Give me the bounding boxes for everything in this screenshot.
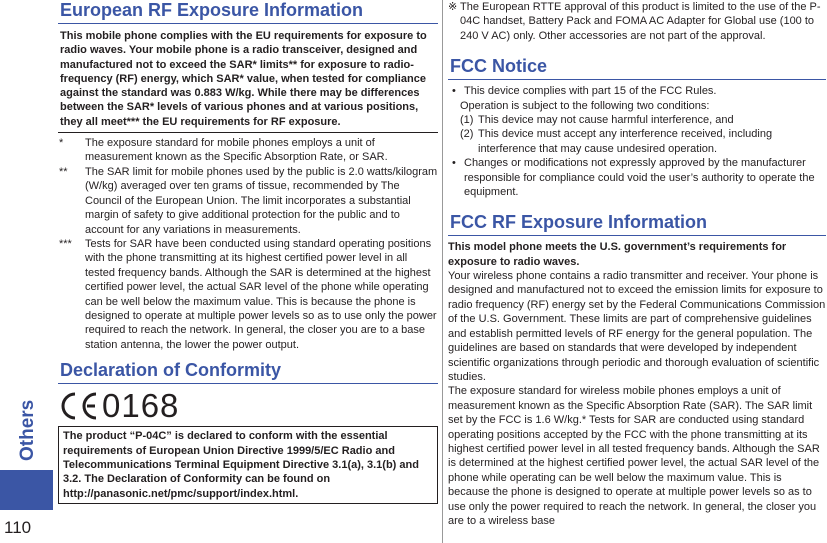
- sar-notes: [58, 136, 438, 352]
- note-item: [58, 136, 438, 165]
- section-color-bar: [0, 470, 53, 510]
- note-text: The exposure standard for mobile phones employs a unit of measurement known as the Specific Absorption Rate, or SAR.: [85, 137, 388, 164]
- rf-paragraph: Your wireless phone contains a radio transmitter and receiver. Your phone is designed and manufactured not to exceed the emission limits for exposure to radio frequency (RF) energy set by the Federal Communications Commission of the U.S. Government. These limits are part of comprehensive guidelines and establish permitted levels of RF energy for the general population. The guidelines are based on standards that were developed by independent scientific organizations through periodic and thorough evaluation of scientific studies.: [448, 270, 826, 383]
- bullet-mark: •: [452, 85, 456, 98]
- reference-mark: ※: [448, 1, 458, 13]
- note-mark: ***: [59, 237, 72, 250]
- section-tab: [0, 0, 53, 543]
- note-text: Tests for SAR have been conducted using standard operating positions with the phone transmitting at its highest certified power level in all tested frequency bands. Although the SAR is determined at the highest certified power level, the actual SAR level of the phone while operating can be well below the maximum value. This is because the phone is designed to operate at multiple power levels so as to use only the power required to reach the network. In general, the closer you are to a base station antenna, the lower the power output.: [85, 237, 437, 351]
- rf-paragraph: The exposure standard for wireless mobile phones employs a unit of measurement known as the Specific Absorption Rate (SAR). The SAR limit set by the FCC is 1.6 W/kg.* Tests for SAR are conducted using standard operating positions accepted by the FCC with the phone transmitting at its highest certified power level in all tested frequency bands. Although the SAR is determined at the highest certified power level, the actual SAR level of the phone while operating can be well below the maximum value. This is because the phone is designed to operate at multiple power levels so as to use only the power required to reach the network. In general, the closer you are to a wireless base: [448, 385, 820, 527]
- right-column: [448, 0, 826, 528]
- note-mark: **: [59, 165, 68, 178]
- ce-number: 0168: [102, 387, 180, 425]
- fcc-condition: [448, 127, 826, 156]
- ce-mark-icon: [60, 391, 100, 421]
- note-item: [58, 165, 438, 237]
- divider-rule: [58, 132, 438, 133]
- bullet-mark: •: [452, 157, 456, 170]
- doc-statement-box: The product “P-04C” is declared to conform with the essential requirements of European Union Directive 1999/5/EC Radio and Telecommunications Terminal Equipment Directive 3.1(a), 3.1(b) and 3.2. The Declaration of Conformity can be found on http://panasonic.net/pmc/support/index.html.: [58, 426, 438, 504]
- rtte-text: The European RTTE approval of this product is limited to the use of the P-04C handset, Battery Pack and FOMA AC Adapter for Global use (100 to 240 V AC) only. Other accessories are not part of the approval.: [460, 1, 821, 42]
- eu-heading: European RF Exposure Information: [58, 0, 438, 24]
- note-text: The SAR limit for mobile phones used by the public is 2.0 watts/kilogram (W/kg) averaged over ten grams of tissue, recommended by The Council of the European Union. The limit incorporates a substantial margin of safety to give additional protection for the public and to account for any variations in measurements.: [85, 165, 438, 236]
- condition-text: This device may not cause harmful interference, and: [478, 114, 734, 127]
- rf-statement: This model phone meets the U.S. government’s requirements for exposure to radio waves.: [448, 241, 787, 268]
- column-divider: [442, 0, 443, 543]
- fcc-heading: FCC Notice: [448, 56, 826, 80]
- fcc-bullet: [448, 84, 826, 98]
- ce-mark-icon: [60, 387, 438, 425]
- note-item: [58, 237, 438, 352]
- fcc-bullet-text: This device complies with part 15 of the FCC Rules.: [464, 85, 717, 98]
- rf-heading: FCC RF Exposure Information: [448, 212, 826, 236]
- condition-mark: (2): [460, 128, 474, 141]
- fcc-condition: [448, 113, 826, 127]
- note-mark: *: [59, 137, 64, 150]
- fcc-conditions-intro: Operation is subject to the following two conditions:: [460, 99, 710, 112]
- left-column: [58, 0, 438, 504]
- rtte-note: [448, 0, 826, 43]
- condition-mark: (1): [460, 114, 474, 127]
- page-number: 110: [4, 518, 32, 537]
- section-label: Others: [17, 399, 38, 461]
- doc-heading: Declaration of Conformity: [58, 360, 438, 384]
- fcc-bullet-text: Changes or modifications not expressly approved by the manufacturer responsible for compliance could void the user’s authority to operate the equipment.: [464, 157, 815, 199]
- condition-text: This device must accept any interference received, including interference that may cause undesired operation.: [478, 128, 773, 155]
- eu-statement: This mobile phone complies with the EU requirements for exposure to radio waves. Your mobile phone is a radio transceiver, designed and manufactured not to exceed the SAR* limits** for exposure to radio-frequency (RF) energy, which SAR* value, when tested for compliance against the standard was 0.883 W/kg. While there may be differences between the SAR* levels of various phones and at various positions, they all meet*** the EU requirements for RF exposure.: [60, 30, 427, 128]
- fcc-bullet: [448, 156, 826, 199]
